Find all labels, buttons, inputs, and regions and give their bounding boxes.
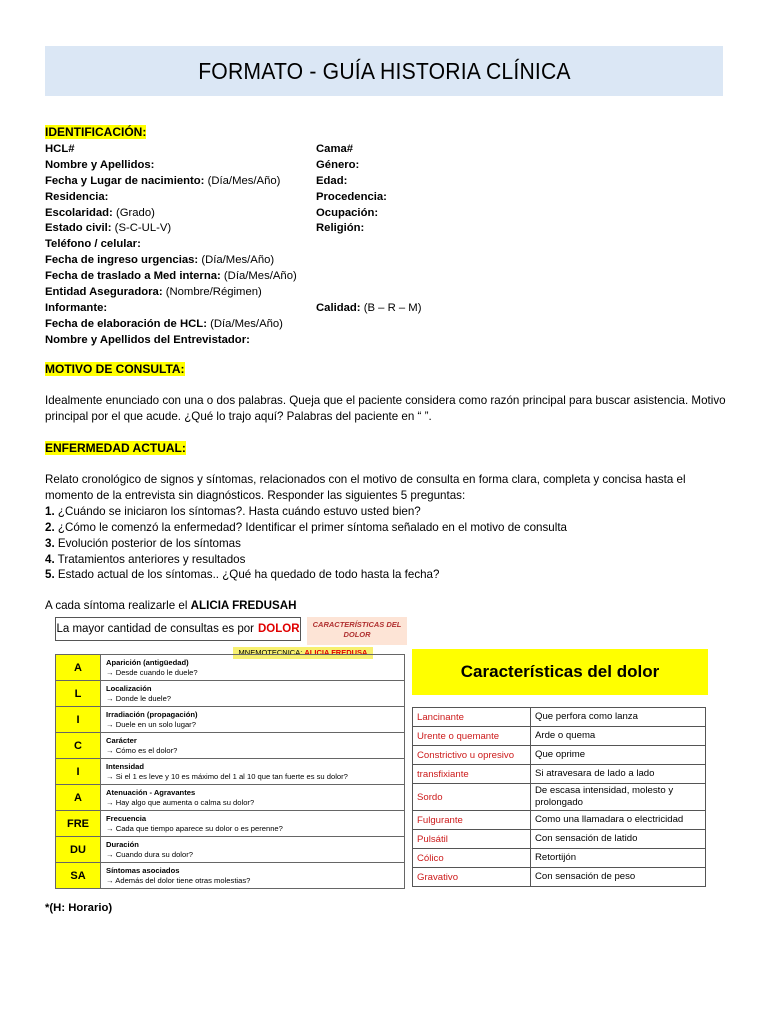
mnemonic-row xyxy=(56,733,405,759)
mnemonic-panel xyxy=(55,617,407,897)
pain-definition: Que oprime xyxy=(531,746,706,765)
enfermedad-heading: ENFERMEDAD ACTUAL: xyxy=(45,441,186,455)
id-field xyxy=(45,333,297,349)
question-number: 4. xyxy=(45,552,55,566)
id-field-value: (B – R – M) xyxy=(360,301,422,314)
id-field xyxy=(45,285,297,301)
mnemonic-desc xyxy=(101,759,405,785)
mnemonic-question: → Además del dolor tiene otras molestias? xyxy=(106,875,251,885)
id-field xyxy=(45,174,297,190)
id-field xyxy=(45,221,297,237)
pain-type: Pulsátil xyxy=(413,830,531,849)
pain-row xyxy=(413,849,706,868)
pain-row xyxy=(413,830,706,849)
enfermedad-text: Relato cronológico de signos y síntomas, relacionados con el motivo de consulta en forma clara, completa y concisa hasta el momento de la entrevista sin diagnósticos. Responder las siguientes 5 preguntas: 1. ¿Cuándo se iniciaron los síntomas?. Hasta cuándo estuvo usted bien? 2. ¿Cómo le comenzó la enfermedad? Identificar el primer síntoma señalado en el motivo de consulta 3. Evolución posterior de los síntomas 4. Tratamientos anteriores y resultados 5. Estado actual de los síntomas.. ¿Qué ha quedado de todo hasta la fecha? xyxy=(45,472,745,583)
id-field xyxy=(316,237,421,253)
mnemonic-label: MNEMOTECNICA: ALICIA FREDUSA xyxy=(233,647,373,659)
question-text: Tratamientos anteriores y resultados xyxy=(54,552,246,566)
id-field-value: (Día/Mes/Año) xyxy=(206,317,283,330)
id-field xyxy=(45,206,297,222)
mnemonic-question: → Donde le duele? xyxy=(106,693,172,703)
id-field-value: (Grado) xyxy=(112,206,155,219)
id-field-label: Cama# xyxy=(316,143,354,155)
id-field xyxy=(45,269,297,285)
id-field-label: Fecha de ingreso urgencias: xyxy=(45,254,199,267)
id-field xyxy=(45,142,297,158)
id-field-label: HCL# xyxy=(45,143,75,155)
id-field xyxy=(316,206,421,222)
pain-definition: De escasa intensidad, molesto y prolongado xyxy=(531,784,706,811)
id-field-label: Fecha y Lugar de nacimiento: xyxy=(45,174,205,187)
id-field-value: (Día/Mes/Año) xyxy=(204,174,281,187)
mnemonic-title: Síntomas asociados xyxy=(106,865,180,875)
id-field xyxy=(316,190,421,206)
question-number: 1. xyxy=(45,504,55,518)
mnemonic-desc xyxy=(101,733,405,759)
pain-definition: Como una llamadara o electricidad xyxy=(531,811,706,830)
mnemonic-row xyxy=(56,811,405,837)
pain-panel xyxy=(412,623,708,893)
id-field-value: (Nombre/Régimen) xyxy=(162,286,262,299)
id-field xyxy=(45,158,297,174)
id-field-label: Nombre y Apellidos: xyxy=(45,158,155,171)
mnemonic-row xyxy=(56,863,405,889)
mnemonic-row xyxy=(56,655,405,681)
question-number: 3. xyxy=(45,536,55,550)
pain-definition: Retortijón xyxy=(531,849,706,868)
mnemonic-question: → Cada que tiempo aparece su dolor o es perenne? xyxy=(106,823,283,833)
id-field xyxy=(45,237,297,253)
id-field xyxy=(316,142,421,158)
mnemonic-desc xyxy=(101,655,405,681)
mnemonic-row xyxy=(56,837,405,863)
question-text: Estado actual de los síntomas.. ¿Qué ha quedado de todo hasta la fecha? xyxy=(54,568,440,582)
identificacion-left xyxy=(45,142,297,349)
pain-type: transfixiante xyxy=(413,765,531,784)
mnemonic-desc xyxy=(101,707,405,733)
id-field-label: Teléfono / celular: xyxy=(45,238,141,251)
pain-row xyxy=(413,727,706,746)
mnemonic-title: Duración xyxy=(106,839,139,849)
question-item xyxy=(45,536,745,552)
mnemonic-title: Frecuencia xyxy=(106,813,147,823)
question-item xyxy=(45,552,745,568)
mnemonic-letter: FRE xyxy=(56,811,101,837)
mnemonic-title: Localización xyxy=(106,683,152,693)
mnemonic-row xyxy=(56,707,405,733)
mnemonic-title: Irradiación (propagación) xyxy=(106,709,198,719)
pain-row xyxy=(413,708,706,727)
id-field-label: Fecha de elaboración de HCL: xyxy=(45,317,207,330)
question-text: Evolución posterior de los síntomas xyxy=(54,536,241,550)
id-field xyxy=(45,190,297,206)
id-field-value: (Día/Mes/Año) xyxy=(198,254,275,267)
id-field xyxy=(316,221,421,237)
mnemonic-row xyxy=(56,785,405,811)
id-field-label: Calidad: xyxy=(316,301,361,314)
mnemonic-letter: DU xyxy=(56,837,101,863)
pain-table xyxy=(412,707,706,887)
id-field-label: Escolaridad: xyxy=(45,206,113,219)
pain-type: Cólico xyxy=(413,849,531,868)
mnemonic-row xyxy=(56,759,405,785)
identificacion-right xyxy=(316,142,421,317)
question-item xyxy=(45,567,745,583)
pain-row xyxy=(413,746,706,765)
questions-list xyxy=(45,504,745,584)
question-item xyxy=(45,504,745,520)
question-text: ¿Cuándo se iniciaron los síntomas?. Hasta cuándo estuvo usted bien? xyxy=(54,504,421,518)
pain-type: Sordo xyxy=(413,784,531,811)
id-field xyxy=(45,253,297,269)
pain-row xyxy=(413,765,706,784)
characteristics-header: CARACTERÍSTICAS DEL DOLOR xyxy=(307,617,407,645)
mnemonic-desc xyxy=(101,811,405,837)
mnemonic-question: → Duele en un solo lugar? xyxy=(106,719,196,729)
mnemonic-desc xyxy=(101,785,405,811)
question-text: ¿Cómo le comenzó la enfermedad? Identificar el primer síntoma señalado en el motivo de consulta xyxy=(54,520,567,534)
mnemonic-question: → Cuando dura su dolor? xyxy=(106,849,193,859)
identificacion-heading: IDENTIFICACIÓN: xyxy=(45,125,147,139)
id-field-label: Ocupación: xyxy=(316,206,379,219)
mnemonic-letter: A xyxy=(56,655,101,681)
mnemonic-question: → Cómo es el dolor? xyxy=(106,745,178,755)
id-field xyxy=(316,253,421,269)
id-field-value: (S-C-UL-V) xyxy=(111,222,172,235)
mnemonic-desc xyxy=(101,863,405,889)
mnemonic-desc xyxy=(101,837,405,863)
id-field-label: Religión: xyxy=(316,222,365,235)
alicia-line: A cada síntoma realizarle el ALICIA FREDUSAH xyxy=(45,599,297,612)
mnemonic-question: → Hay algo que aumenta o calma su dolor? xyxy=(106,797,255,807)
id-field xyxy=(45,317,297,333)
id-field xyxy=(316,285,421,301)
id-field-label: Residencia: xyxy=(45,190,109,203)
question-number: 2. xyxy=(45,520,55,534)
id-field-label: Nombre y Apellidos del Entrevistador: xyxy=(45,333,250,346)
id-field-label: Estado civil: xyxy=(45,222,112,235)
pain-definition: Arde o quema xyxy=(531,727,706,746)
id-field xyxy=(316,269,421,285)
pain-definition: Con sensación de peso xyxy=(531,868,706,887)
mnemonic-title: Atenuación - Agravantes xyxy=(106,787,196,797)
mnemonic-question: → Desde cuando le duele? xyxy=(106,667,198,677)
id-field-label: Género: xyxy=(316,158,360,171)
pain-definition: Con sensación de latido xyxy=(531,830,706,849)
pain-row xyxy=(413,784,706,811)
pain-type: Constrictivo u opresivo xyxy=(413,746,531,765)
mnemonic-table xyxy=(55,654,405,889)
pain-definition: Si atravesara de lado a lado xyxy=(531,765,706,784)
pain-type: Urente o quemante xyxy=(413,727,531,746)
footnote: *(H: Horario) xyxy=(45,902,113,914)
id-field-label: Fecha de traslado a Med interna: xyxy=(45,270,221,283)
mnemonic-letter: L xyxy=(56,681,101,707)
id-field-value: (Día/Mes/Año) xyxy=(220,270,297,283)
mnemonic-letter: C xyxy=(56,733,101,759)
pain-row xyxy=(413,811,706,830)
consult-box: La mayor cantidad de consultas es por DOLOR xyxy=(55,617,301,641)
question-number: 5. xyxy=(45,568,55,582)
id-field-label: Procedencia: xyxy=(316,190,387,203)
pain-row xyxy=(413,868,706,887)
id-field xyxy=(316,301,421,317)
id-field xyxy=(316,174,421,190)
mnemonic-desc xyxy=(101,681,405,707)
motivo-heading: MOTIVO DE CONSULTA: xyxy=(45,362,185,376)
mnemonic-title: Carácter xyxy=(106,735,137,745)
mnemonic-title: Intensidad xyxy=(106,761,144,771)
pain-type: Lancinante xyxy=(413,708,531,727)
pain-type: Fulgurante xyxy=(413,811,531,830)
mnemonic-letter: SA xyxy=(56,863,101,889)
mnemonic-letter: I xyxy=(56,759,101,785)
mnemonic-letter: I xyxy=(56,707,101,733)
title-bar xyxy=(45,46,723,96)
mnemonic-letter: A xyxy=(56,785,101,811)
mnemonic-title: Aparición (antigüedad) xyxy=(106,657,189,667)
mnemonic-question: → Si el 1 es leve y 10 es máximo del 1 al 10 que tan fuerte es su dolor? xyxy=(106,771,348,781)
id-field-label: Edad: xyxy=(316,174,348,187)
pain-title: Características del dolor xyxy=(412,649,708,695)
id-field xyxy=(316,158,421,174)
id-field xyxy=(45,301,297,317)
mnemonic-row xyxy=(56,681,405,707)
id-field-label: Entidad Aseguradora: xyxy=(45,286,163,299)
motivo-text: Idealmente enunciado con una o dos palabras. Queja que el paciente considera como razón principal para buscar asistencia. Motivo principal por el que acude. ¿Qué lo trajo aquí? Palabras del paciente en “ ”. xyxy=(45,394,726,423)
question-item xyxy=(45,520,745,536)
pain-definition: Que perfora como lanza xyxy=(531,708,706,727)
pain-type: Gravativo xyxy=(413,868,531,887)
id-field-label: Informante: xyxy=(45,301,108,314)
page-title: FORMATO - GUÍA HISTORIA CLÍNICA xyxy=(197,57,571,84)
